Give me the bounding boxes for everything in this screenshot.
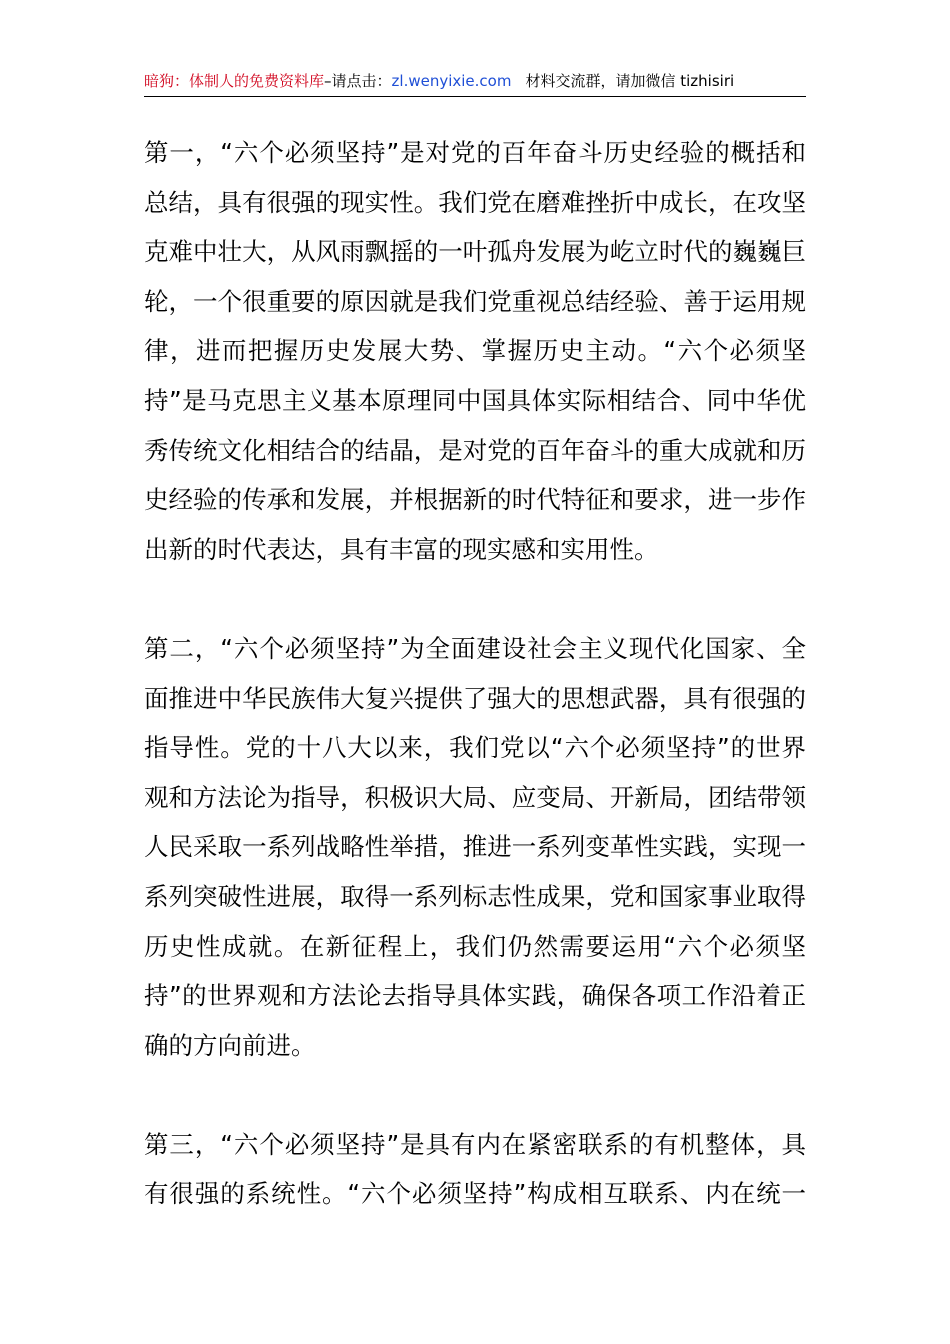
- text-line: 克难中壮大，从风雨飘摇的一叶孤舟发展为屹立时代的巍巍巨: [144, 237, 806, 267]
- text-line: 第一，“六个必须坚持”是对党的百年奋斗历史经验的概括和: [144, 138, 806, 167]
- text-line: 持”是马克思主义基本原理同中国具体实际相结合、同中华优: [144, 385, 806, 415]
- text-line: 历史性成就。在新征程上，我们仍然需要运用“六个必须坚: [144, 931, 806, 961]
- header-link[interactable]: zl.wenyixie.com: [391, 72, 512, 90]
- paragraph-second: [144, 624, 806, 1070]
- document-body: [144, 128, 806, 1269]
- page-header: [144, 68, 806, 97]
- paragraph-first: [144, 128, 806, 574]
- text-line: 第二，“六个必须坚持”为全面建设社会主义现代化国家、全: [144, 633, 806, 663]
- text-line: 持”的世界观和方法论去指导具体实践，确保各项工作沿着正: [144, 981, 806, 1011]
- text-line: 轮，一个很重要的原因就是我们党重视总结经验、善于运用规: [144, 286, 806, 316]
- text-line: 律，进而把握历史发展大势、掌握历史主动。“六个必须坚: [144, 336, 806, 366]
- text-line: 观和方法论为指导，积极识大局、应变局、开新局，团结带领: [144, 782, 806, 812]
- text-line: 秀传统文化相结合的结晶，是对党的百年奋斗的重大成就和历: [144, 435, 806, 465]
- text-line: 史经验的传承和发展，并根据新的时代特征和要求，进一步作: [144, 485, 806, 515]
- header-separator: –请点击：: [324, 72, 392, 90]
- header-contact: 材料交流群，请加微信 tizhisiri: [525, 72, 735, 90]
- text-line: 人民采取一系列战略性举措，推进一系列变革性实践，实现一: [144, 832, 806, 862]
- text-line: 出新的时代表达，具有丰富的现实感和实用性。: [144, 534, 659, 564]
- header-brand: 暗狗：体制人的免费资料库: [144, 72, 325, 90]
- text-line: 第三，“六个必须坚持”是具有内在紧密联系的有机整体，具: [144, 1129, 806, 1159]
- text-line: 确的方向前进。: [144, 1030, 316, 1060]
- text-line: 指导性。党的十八大以来，我们党以“六个必须坚持”的世界: [144, 733, 806, 763]
- text-line: 有很强的系统性。“六个必须坚持”构成相互联系、内在统一: [144, 1179, 806, 1209]
- text-line: 总结，具有很强的现实性。我们党在磨难挫折中成长，在攻坚: [144, 187, 806, 217]
- text-line: 系列突破性进展，取得一系列标志性成果，党和国家事业取得: [144, 881, 806, 911]
- paragraph-third: [144, 1120, 806, 1219]
- text-line: 面推进中华民族伟大复兴提供了强大的思想武器，具有很强的: [144, 683, 806, 713]
